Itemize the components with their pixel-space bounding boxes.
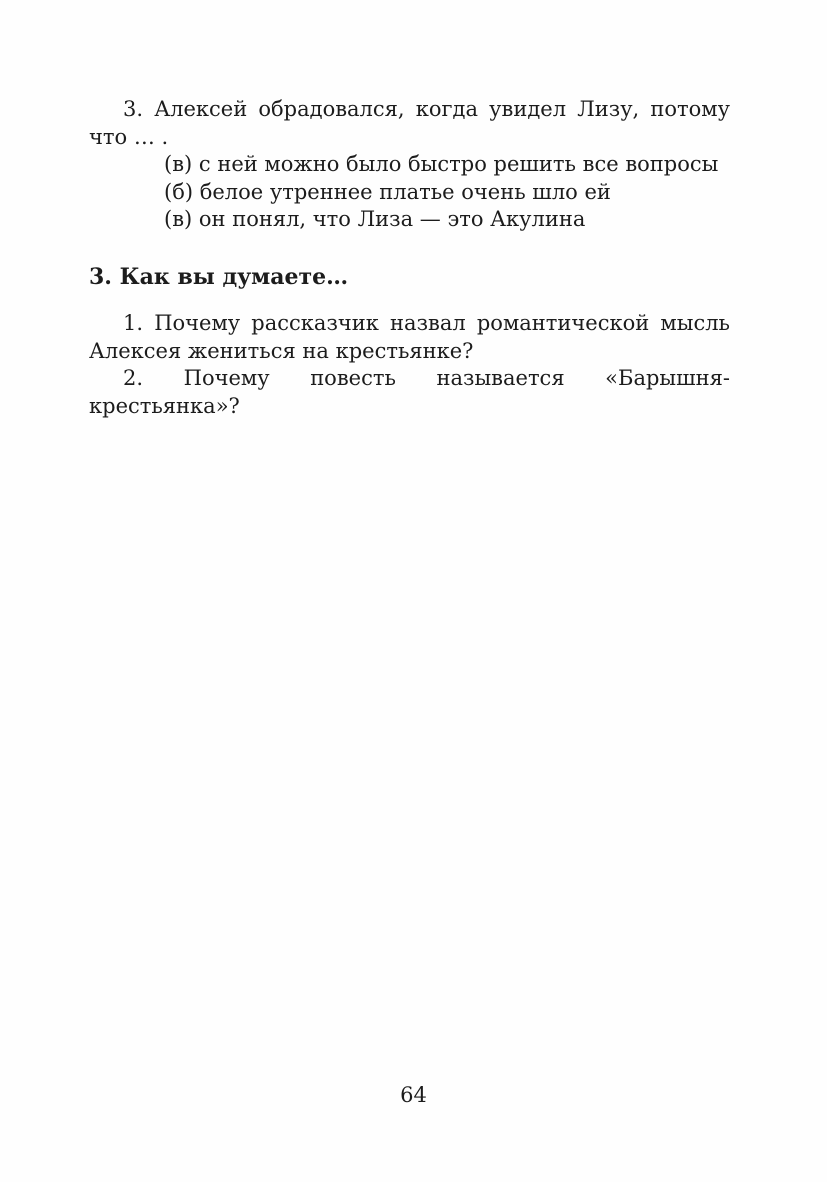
section-heading: 3. Как вы думаете… [89, 263, 349, 290]
page-number: 64 [400, 1083, 427, 1107]
discussion-question-2-line-1: 2. Почему повесть называется «Барышня-крестьянка»? [89, 366, 730, 418]
discussion-question-1-line-1: 1. Почему рассказчик назвал романтической мысль [123, 311, 730, 335]
discussion-question-1-line-2: Алексея жениться на крестьянке? [89, 338, 474, 363]
quiz-option-b: (б) белое утреннее платье очень шло ей [164, 179, 611, 204]
quiz-option-a: (в) с ней можно было быстро решить все вопросы [164, 152, 719, 176]
page-content [89, 96, 730, 420]
quiz-option-c: (в) он понял, что Лиза — это Акулина [164, 207, 586, 231]
quiz-stem-line-1: 3. Алексей обрадовался, когда увидел Лизу, потому [123, 97, 730, 121]
quiz-stem-line-2: что … . [89, 124, 169, 149]
